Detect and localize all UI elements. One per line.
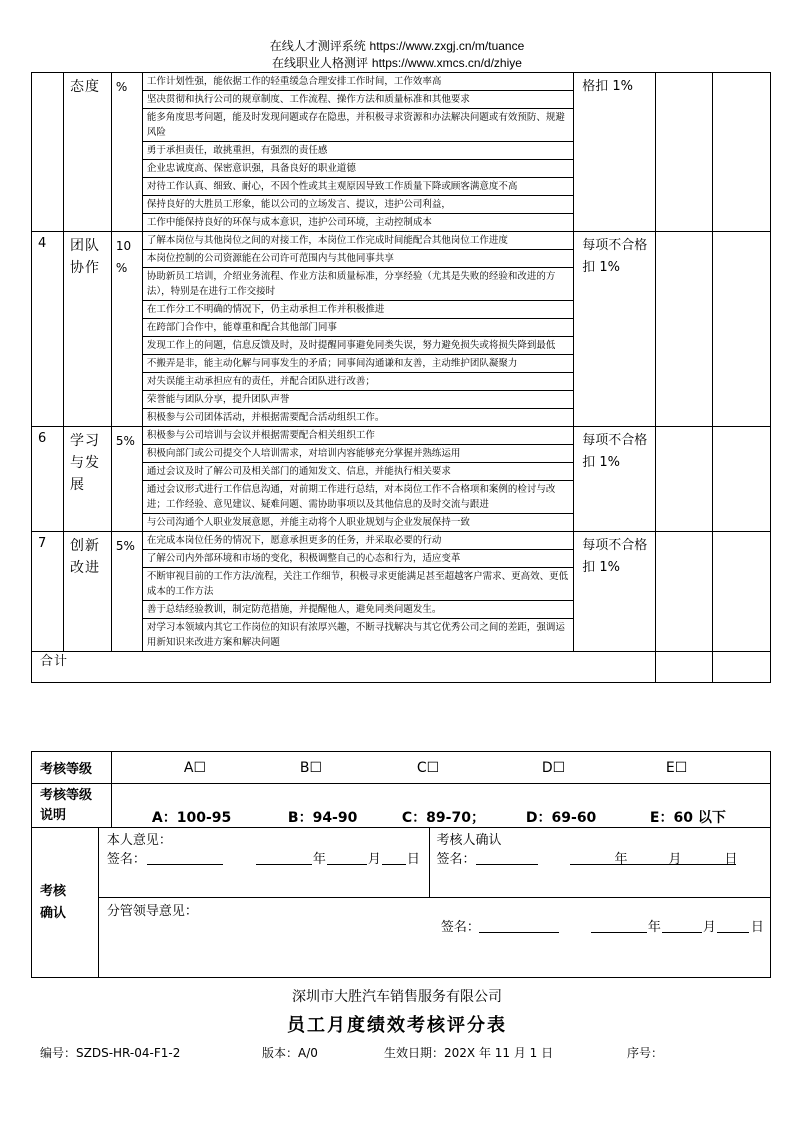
total-remark-cell[interactable] (713, 652, 771, 683)
total-row (32, 652, 771, 683)
section-number (32, 73, 64, 232)
criteria-item: 不搬弄是非，能主动化解与同事发生的矛盾；同事间沟通谦和友善，主动维护团队凝聚力 (142, 355, 573, 373)
section-number: 7 (32, 532, 64, 652)
grade-option-d[interactable]: D☐ (541, 760, 566, 776)
confirm-label-1: 考核 (40, 883, 67, 899)
confirm-label (32, 828, 99, 978)
assessor-date-line[interactable] (570, 848, 736, 865)
total-score-cell[interactable] (656, 652, 713, 683)
grade-desc-e: E：60 以下 (649, 810, 726, 826)
criteria-item: 通过会议及时了解公司及相关部门的通知发文、信息，并能执行相关要求 (142, 463, 573, 481)
assessor-year-label: 年 (614, 852, 628, 867)
criteria-item: 对失误能主动承担应有的责任，并配合团队进行改善； (142, 373, 573, 391)
grade-option-e[interactable]: E☐ (665, 760, 688, 776)
criteria-item: 工作中能保持良好的环保与成本意识，违护公司环境，主动控制成本 (142, 214, 573, 232)
criteria-item: 不断审视目前的工作方法/流程，关注工作细节，积极寻求更能满足甚至超越客户需求、更高效、更低成本的工作方法 (142, 568, 573, 601)
total-label: 合计 (32, 652, 656, 683)
criteria-item: 在完成本岗位任务的情况下，愿意承担更多的任务，并采取必要的行动 (142, 532, 573, 550)
criteria-item: 在跨部门合作中，能尊重和配合其他部门同事 (142, 319, 573, 337)
criteria-item: 能多角度思考问题，能及时发现问题或存在隐患，并积极寻求资源和办法解决问题或有效预防、规避风险 (142, 109, 573, 142)
criteria-item: 在工作分工不明确的情况下，仍主动承担工作并积极推进 (142, 301, 573, 319)
self-year-line[interactable] (256, 848, 312, 865)
section-deduction: 格扣 1% (574, 73, 656, 232)
criteria-item: 积极参与公司培训与会议并根据需要配合相关组织工作 (142, 427, 573, 445)
self-day-label: 日 (406, 852, 420, 867)
criteria-item: 坚决贯彻和执行公司的规章制度、工作流程、操作方法和质量标准和其他要求 (142, 91, 573, 109)
company-name: 深圳市大胜汽车销售服务有限公司 (292, 989, 502, 1005)
confirm-table (31, 827, 771, 978)
criteria-item: 了解本岗位与其他岗位之间的对接工作，本岗位工作完成时间能配合其他岗位工作进度 (142, 232, 573, 250)
grade-table (31, 751, 771, 828)
self-opinion-cell[interactable] (98, 828, 430, 898)
grade-desc-label-1: 考核等级 (40, 787, 93, 803)
assessor-month-label: 月 (668, 852, 682, 867)
section-weight: % (111, 73, 142, 232)
self-day-line[interactable] (382, 848, 406, 865)
grade-desc-label (32, 784, 112, 828)
score-cell[interactable] (656, 232, 713, 427)
remark-cell[interactable] (713, 73, 771, 232)
grade-option-b[interactable]: B☐ (299, 760, 323, 776)
section-deduction: 每项不合格扣 1% (574, 232, 656, 427)
section-category: 团队协作 (63, 232, 111, 427)
section-deduction: 每项不合格扣 1% (574, 427, 656, 532)
criteria-item: 了解公司内外部环境和市场的变化，积极调整自己的心态和行为，适应变革 (142, 550, 573, 568)
section-category: 态度 (63, 73, 111, 232)
self-month-label: 月 (367, 852, 381, 867)
table-row (32, 232, 771, 250)
self-year-label: 年 (312, 852, 326, 867)
grade-option-c[interactable]: C☐ (416, 760, 440, 776)
leader-opinion-cell[interactable] (98, 898, 770, 978)
self-month-line[interactable] (327, 848, 367, 865)
grade-desc-d: D：69-60 (525, 810, 597, 826)
leader-month-label: 月 (702, 920, 716, 935)
section-weight: 5% (111, 427, 142, 532)
section-category: 学习与发展 (63, 427, 111, 532)
remark-cell[interactable] (713, 232, 771, 427)
assessor-cell[interactable] (430, 828, 771, 898)
form-title: 员工月度绩效考核评分表 (287, 1015, 507, 1036)
header-line-1 (0, 38, 794, 54)
leader-day-label: 日 (750, 920, 764, 935)
criteria-item: 发现工作上的问题，信息反馈及时，及时提醒同事避免同类失误，努力避免损失或将损失降到最低 (142, 337, 573, 355)
grade-desc-b: B：94-90 (287, 810, 358, 826)
criteria-item: 企业忠诚度高、保密意识强，具备良好的职业道德 (142, 160, 573, 178)
assessor-signature-label: 签名： (436, 852, 476, 867)
self-signature-label: 签名： (106, 852, 146, 867)
grade-option-a[interactable]: A☐ (183, 760, 207, 776)
criteria-item: 勇于承担责任，敢挑重担，有强烈的责任感 (142, 142, 573, 160)
section-deduction: 每项不合格扣 1% (574, 532, 656, 652)
leader-signature-line[interactable] (479, 916, 559, 933)
table-row (32, 532, 771, 550)
form-version: 版本：A/0 (262, 1046, 318, 1060)
criteria-item: 对待工作认真、细致、耐心，不因个性或其主观原因导致工作质量下降或顾客满意度不高 (142, 178, 573, 196)
criteria-item: 本岗位控制的公司资源能在公司许可范围内与其他同事共享 (142, 250, 573, 268)
section-weight: 5% (111, 532, 142, 652)
criteria-item: 协助新员工培训，介绍业务流程、作业方法和质量标准，分享经验（尤其是失败的经验和改进的方法），特别是在进行工作交接时 (142, 268, 573, 301)
leader-day-line[interactable] (717, 916, 749, 933)
criteria-item: 工作计划性强，能依据工作的轻重缓急合理安排工作时间，工作效率高 (142, 73, 573, 91)
header-url-2[interactable]: https://www.xmcs.cn/d/zhiye (371, 56, 522, 70)
criteria-item: 善于总结经验教训，制定防范措施，并提醒他人，避免同类问题发生。 (142, 601, 573, 619)
criteria-item: 荣誉能与团队分享，提升团队声誉 (142, 391, 573, 409)
form-serial: 序号： (627, 1046, 664, 1060)
self-signature-line[interactable] (147, 848, 223, 865)
criteria-item: 保持良好的大胜员工形象，能以公司的立场发言、提议，违护公司利益， (142, 196, 573, 214)
leader-year-line[interactable] (591, 916, 647, 933)
criteria-item: 对学习本领域内其它工作岗位的知识有浓厚兴趣，不断寻找解决与其它优秀公司之间的差距，强调运用新知识来改进方案和解决问题 (142, 619, 573, 652)
assessor-signature-line[interactable] (476, 848, 538, 865)
assessor-day-label: 日 (724, 852, 738, 867)
score-cell[interactable] (656, 532, 713, 652)
criteria-item: 积极参与公司团体活动，并根据需要配合活动组织工作。 (142, 409, 573, 427)
grade-desc-label-2: 说明 (40, 807, 67, 823)
form-effective-date: 生效日期：202X 年 11 月 1 日 (384, 1046, 554, 1060)
leader-year-label: 年 (647, 920, 661, 935)
score-cell[interactable] (656, 427, 713, 532)
remark-cell[interactable] (713, 427, 771, 532)
score-cell[interactable] (656, 73, 713, 232)
criteria-item: 积极向部门或公司提交个人培训需求，对培训内容能够充分掌握并熟练运用 (142, 445, 573, 463)
table-row (32, 73, 771, 91)
form-number: 编号：SZDS-HR-04-F1-2 (40, 1046, 181, 1060)
grade-desc (111, 784, 770, 828)
assessor-confirm-label: 考核人确认 (436, 833, 502, 848)
confirm-label-2: 确认 (40, 905, 67, 921)
header-label-1: 在线人才测评系统 (269, 39, 366, 53)
self-opinion-label: 本人意见： (106, 833, 172, 848)
section-number: 4 (32, 232, 64, 427)
criteria-item: 与公司沟通个人职业发展意愿，并能主动将个人职业规划与企业发展保持一致 (142, 514, 573, 532)
header-line-2 (0, 55, 794, 71)
section-weight: 10 % (111, 232, 142, 427)
leader-signature-label: 签名： (440, 920, 480, 935)
section-number: 6 (32, 427, 64, 532)
header-label-2: 在线职业人格测评 (272, 56, 369, 70)
criteria-item: 通过会议形式进行工作信息沟通，对前期工作进行总结，对本岗位工作不合格项和案例的检讨与改进；工作经验、意见建议、疑难问题、需协助事项以及其他信息的及时交流与跟进 (142, 481, 573, 514)
section-category: 创新改进 (63, 532, 111, 652)
header-url-1[interactable]: https://www.zxgj.cn/m/tuance (369, 39, 525, 53)
grade-label: 考核等级 (32, 752, 112, 784)
grade-options (111, 752, 770, 784)
remark-cell[interactable] (713, 532, 771, 652)
leader-opinion-label: 分管领导意见： (106, 904, 198, 919)
table-row (32, 427, 771, 445)
grade-desc-c: C：89-70； (401, 810, 485, 826)
grade-desc-a: A：100-95 (151, 810, 232, 826)
leader-month-line[interactable] (662, 916, 702, 933)
assessment-table (31, 72, 771, 683)
